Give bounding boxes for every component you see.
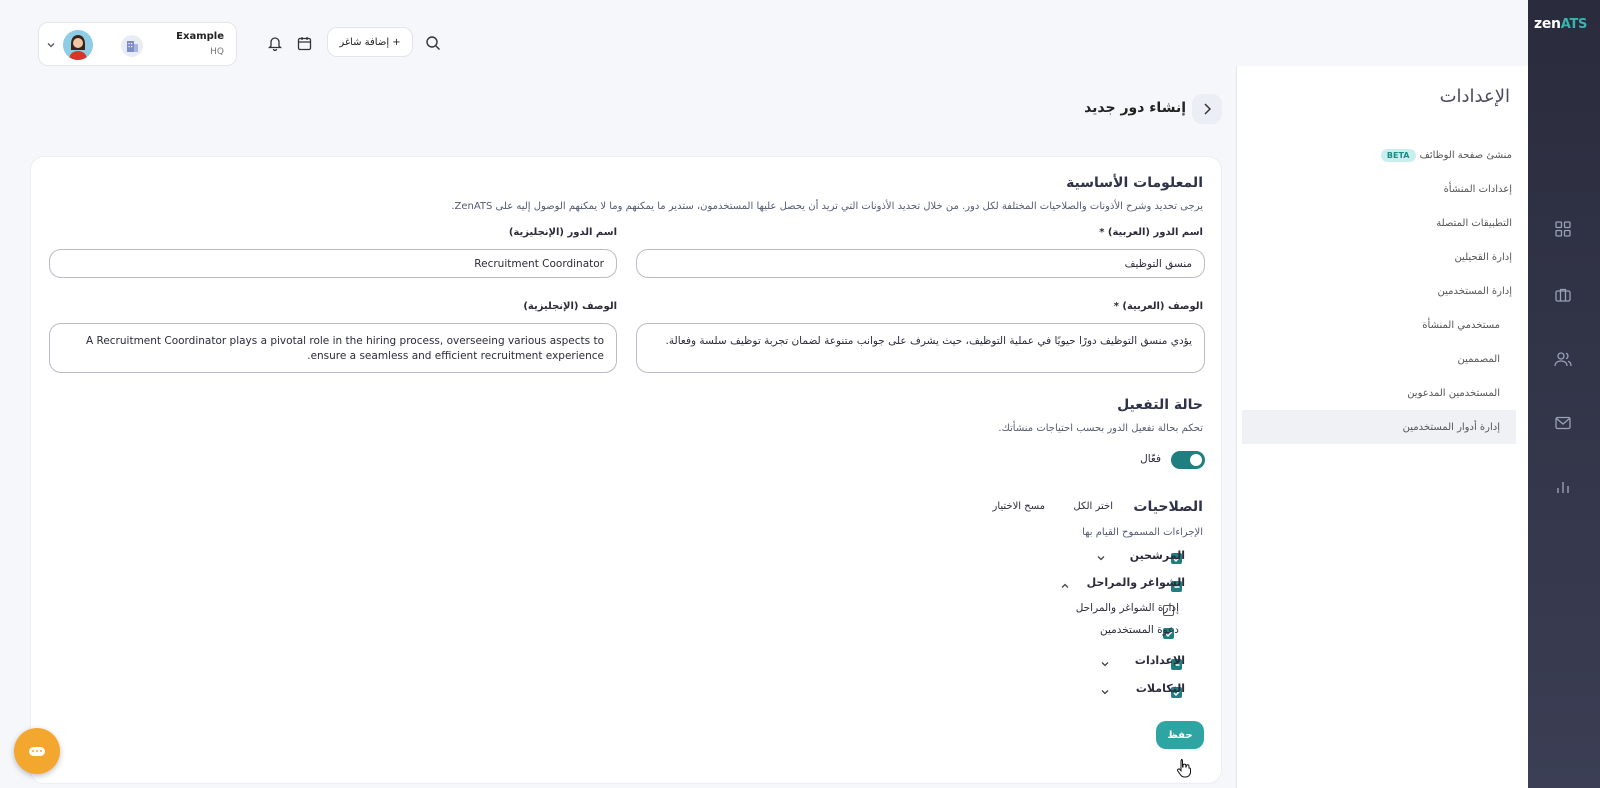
account-switcher[interactable] — [38, 22, 237, 66]
briefcase-icon[interactable] — [1552, 284, 1574, 306]
chart-icon[interactable] — [1552, 476, 1574, 498]
select-all-button[interactable]: اختر الكل — [1073, 501, 1113, 512]
integrations-label: التكاملات — [1135, 682, 1185, 695]
chevron-down-icon[interactable] — [1101, 685, 1109, 698]
candidates-label: المرشحين — [1129, 549, 1185, 562]
settings-panel — [1236, 66, 1528, 788]
permissions-title: الصلاحيات — [1133, 499, 1203, 515]
account-name: Example — [176, 31, 224, 42]
desc-ar-textarea[interactable]: يؤدي منسق التوظيف دورًا حيويًا في عملية التوظيف، حيث يشرف على جوانب متنوعة لضمان تجربة توظيف سلسة وفعالة. — [636, 323, 1205, 373]
account-sub: HQ — [210, 47, 224, 57]
settings-item-user-management[interactable]: إدارة المستخدمين — [1437, 285, 1512, 297]
chevron-down-icon[interactable] — [1097, 551, 1105, 564]
desc-en-textarea[interactable]: A Recruitment Coordinator plays a pivotal role in the hiring process, overseeing various aspects to ensure a seamless and efficient recruitment experience. — [49, 323, 617, 373]
settings-title: الإعدادات — [1439, 86, 1510, 107]
manage-jobs-label: إدارة الشواغر والمراحل — [1075, 602, 1179, 614]
clear-selection-button[interactable]: مسح الاختيار — [992, 501, 1045, 512]
chat-fab[interactable] — [14, 728, 60, 774]
avatar[interactable] — [63, 30, 93, 60]
settings-item-job-page-builder[interactable]: BETA منشئ صفحة الوظائف — [1242, 138, 1516, 172]
role-name-en-label: اسم الدور (الإنجليزية) — [508, 227, 617, 238]
add-job-button[interactable]: + إضافة شاغر — [327, 27, 413, 57]
settings-item-designers[interactable]: المصممين — [1457, 353, 1500, 365]
chevron-up-icon[interactable] — [1061, 579, 1069, 592]
jobs-stages-label: الشواغر والمراحل — [1086, 576, 1185, 589]
app-rail — [1528, 0, 1600, 788]
role-name-ar-input[interactable]: منسق التوظيف — [636, 249, 1205, 278]
chevron-down-icon[interactable] — [1101, 657, 1109, 670]
more-icon — [29, 747, 45, 756]
beta-badge: BETA — [1381, 149, 1416, 162]
activation-description: تحكم بحالة تفعيل الدور بحسب احتياجات منشأتك. — [998, 423, 1203, 434]
basic-info-description: يرجى تحديد وشرح الأذونات والصلاحيات المختلفة لكل دور. من خلال تحديد الأذونات التي تريد أن يحصل عليها المستخدمون، ستدير ما يمكنهم وما لا يمكنهم الوصول إليه على ZenATS. — [451, 201, 1203, 212]
chevron-down-icon[interactable] — [45, 39, 57, 51]
hand-cursor-icon — [1176, 758, 1192, 781]
page-title: إنشاء دور جديد — [1084, 100, 1186, 116]
permissions-subtitle: الإجراءات المسموح القيام بها — [1082, 527, 1203, 538]
mail-icon[interactable] — [1552, 412, 1574, 434]
activation-title: حالة التفعيل — [1117, 397, 1203, 413]
users-icon[interactable] — [1552, 348, 1574, 370]
role-form-card — [30, 156, 1222, 784]
desc-en-label: الوصف (الإنجليزية) — [523, 301, 617, 312]
building-icon — [121, 35, 143, 57]
desc-ar-label: الوصف (العربية) * — [1113, 301, 1203, 312]
settings-item-invited-users[interactable]: المستخدمين المدعوين — [1407, 387, 1500, 399]
calendar-icon[interactable] — [295, 34, 313, 52]
invite-users-label: دعوة المستخدمين — [1099, 624, 1179, 636]
save-button[interactable]: حفظ — [1156, 721, 1204, 749]
settings-perm-label: الإعدادات — [1134, 654, 1185, 667]
back-button[interactable] — [1192, 94, 1222, 124]
settings-item-company-settings[interactable]: إعدادات المنشأة — [1443, 183, 1512, 195]
settings-item-connected-apps[interactable]: التطبيقات المتصلة — [1436, 217, 1512, 229]
basic-info-title: المعلومات الأساسية — [1066, 175, 1203, 191]
zenats-logo[interactable]: zenATS — [1534, 16, 1588, 32]
role-name-ar-label: اسم الدور (العربية) * — [1099, 227, 1203, 238]
search-icon[interactable] — [424, 34, 442, 52]
active-toggle[interactable] — [1171, 451, 1205, 469]
active-toggle-label: فعّال — [1140, 453, 1161, 465]
bell-icon[interactable] — [266, 34, 284, 52]
role-name-en-input[interactable]: Recruitment Coordinator — [49, 249, 617, 278]
settings-item-integrations-management[interactable]: إدارة القحيلين — [1454, 251, 1512, 263]
grid-icon[interactable] — [1552, 218, 1574, 240]
settings-item-user-roles[interactable]: إدارة أدوار المستخدمين — [1242, 410, 1516, 444]
settings-item-company-users[interactable]: مستخدمي المنشأة — [1422, 319, 1500, 331]
